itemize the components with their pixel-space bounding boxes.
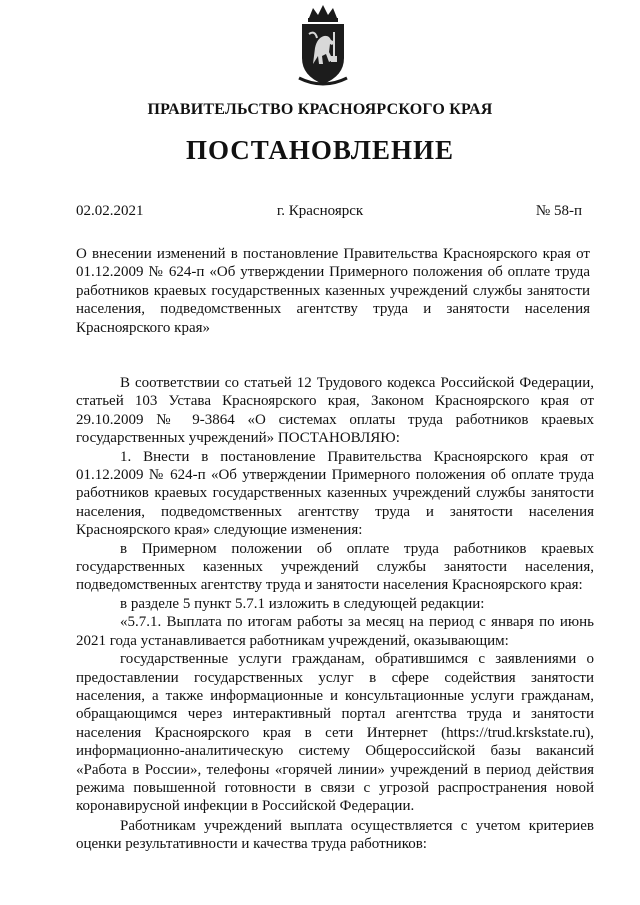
document-number: № 58-п <box>535 203 582 219</box>
preamble-paragraph: В соответствии со статьей 12 Трудового кодекса Российской Федерации, статьей 103 Устава Красноярского края, Законом Красноярского края от 29.10.2009 № 9-3864 «О системах оплаты труда работников краевых государственных учреждений» ПОСТАНОВЛЯЮ: <box>76 375 594 447</box>
section-5-paragraph: в разделе 5 пункт 5.7.1 изложить в следующей редакции: <box>120 595 485 612</box>
services-paragraph: государственные услуги гражданам, обратившимся с заявлениями о предоставлении государственных услуг в сфере содействия занятости населения, а также информационные и консультационные услуги гражданам, обращающимся через интерактивный портал агентства труда и занятости населения Красноярского края в сети Интернет (https://trud.krskstate.ru), информационно-аналитическую систему Общероссийской базы вакансий «Работа в России», телефоны «горячей линии» учреждений в период действия режима повышенной готовности в связи с угрозой распространения новой коронавирусной инфекции в Российской Федерации. <box>76 651 594 815</box>
item-5-7-1-paragraph: «5.7.1. Выплата по итогам работы за месяц на период с января по июнь 2021 года устанавливается работникам учреждений, оказывающим: <box>76 614 594 649</box>
regulation-paragraph: в Примерном положении об оплате труда работников краевых государственных казенных учреждений службы занятости населения, подведомственных агентству труда и занятости населения Красноярского края: <box>76 540 594 594</box>
document-date: 02.02.2021 <box>76 203 144 219</box>
coat-of-arms-icon <box>293 4 353 86</box>
document-subject: О внесении изменений в постановление Правительства Красноярского края от 01.12.2009 № 624-п «Об утверждении Примерного положения об оплате труда работников краевых государственных казенных учреждений службы занятости населения, подведомственных агентству труда и занятости населения Красноярского края» <box>76 246 590 336</box>
clause-1-paragraph: 1. Внести в постановление Правительства Красноярского края от 01.12.2009 № 624-п «Об утверждении Примерного положения об оплате труда работников краевых государственных казенных учреждений службы занятости населения, подведомственных агентству труда и занятости населения Красноярского края» следующие изменения: <box>76 448 594 539</box>
government-title: ПРАВИТЕЛЬСТВО КРАСНОЯРСКОГО КРАЯ <box>147 101 493 118</box>
document-body <box>76 374 594 854</box>
document-type: ПОСТАНОВЛЕНИЕ <box>185 135 455 165</box>
criteria-paragraph: Работникам учреждений выплата осуществляется с учетом критериев оценки результативности и качества труда работников: <box>76 817 594 853</box>
document-city: г. Красноярск <box>276 203 364 219</box>
